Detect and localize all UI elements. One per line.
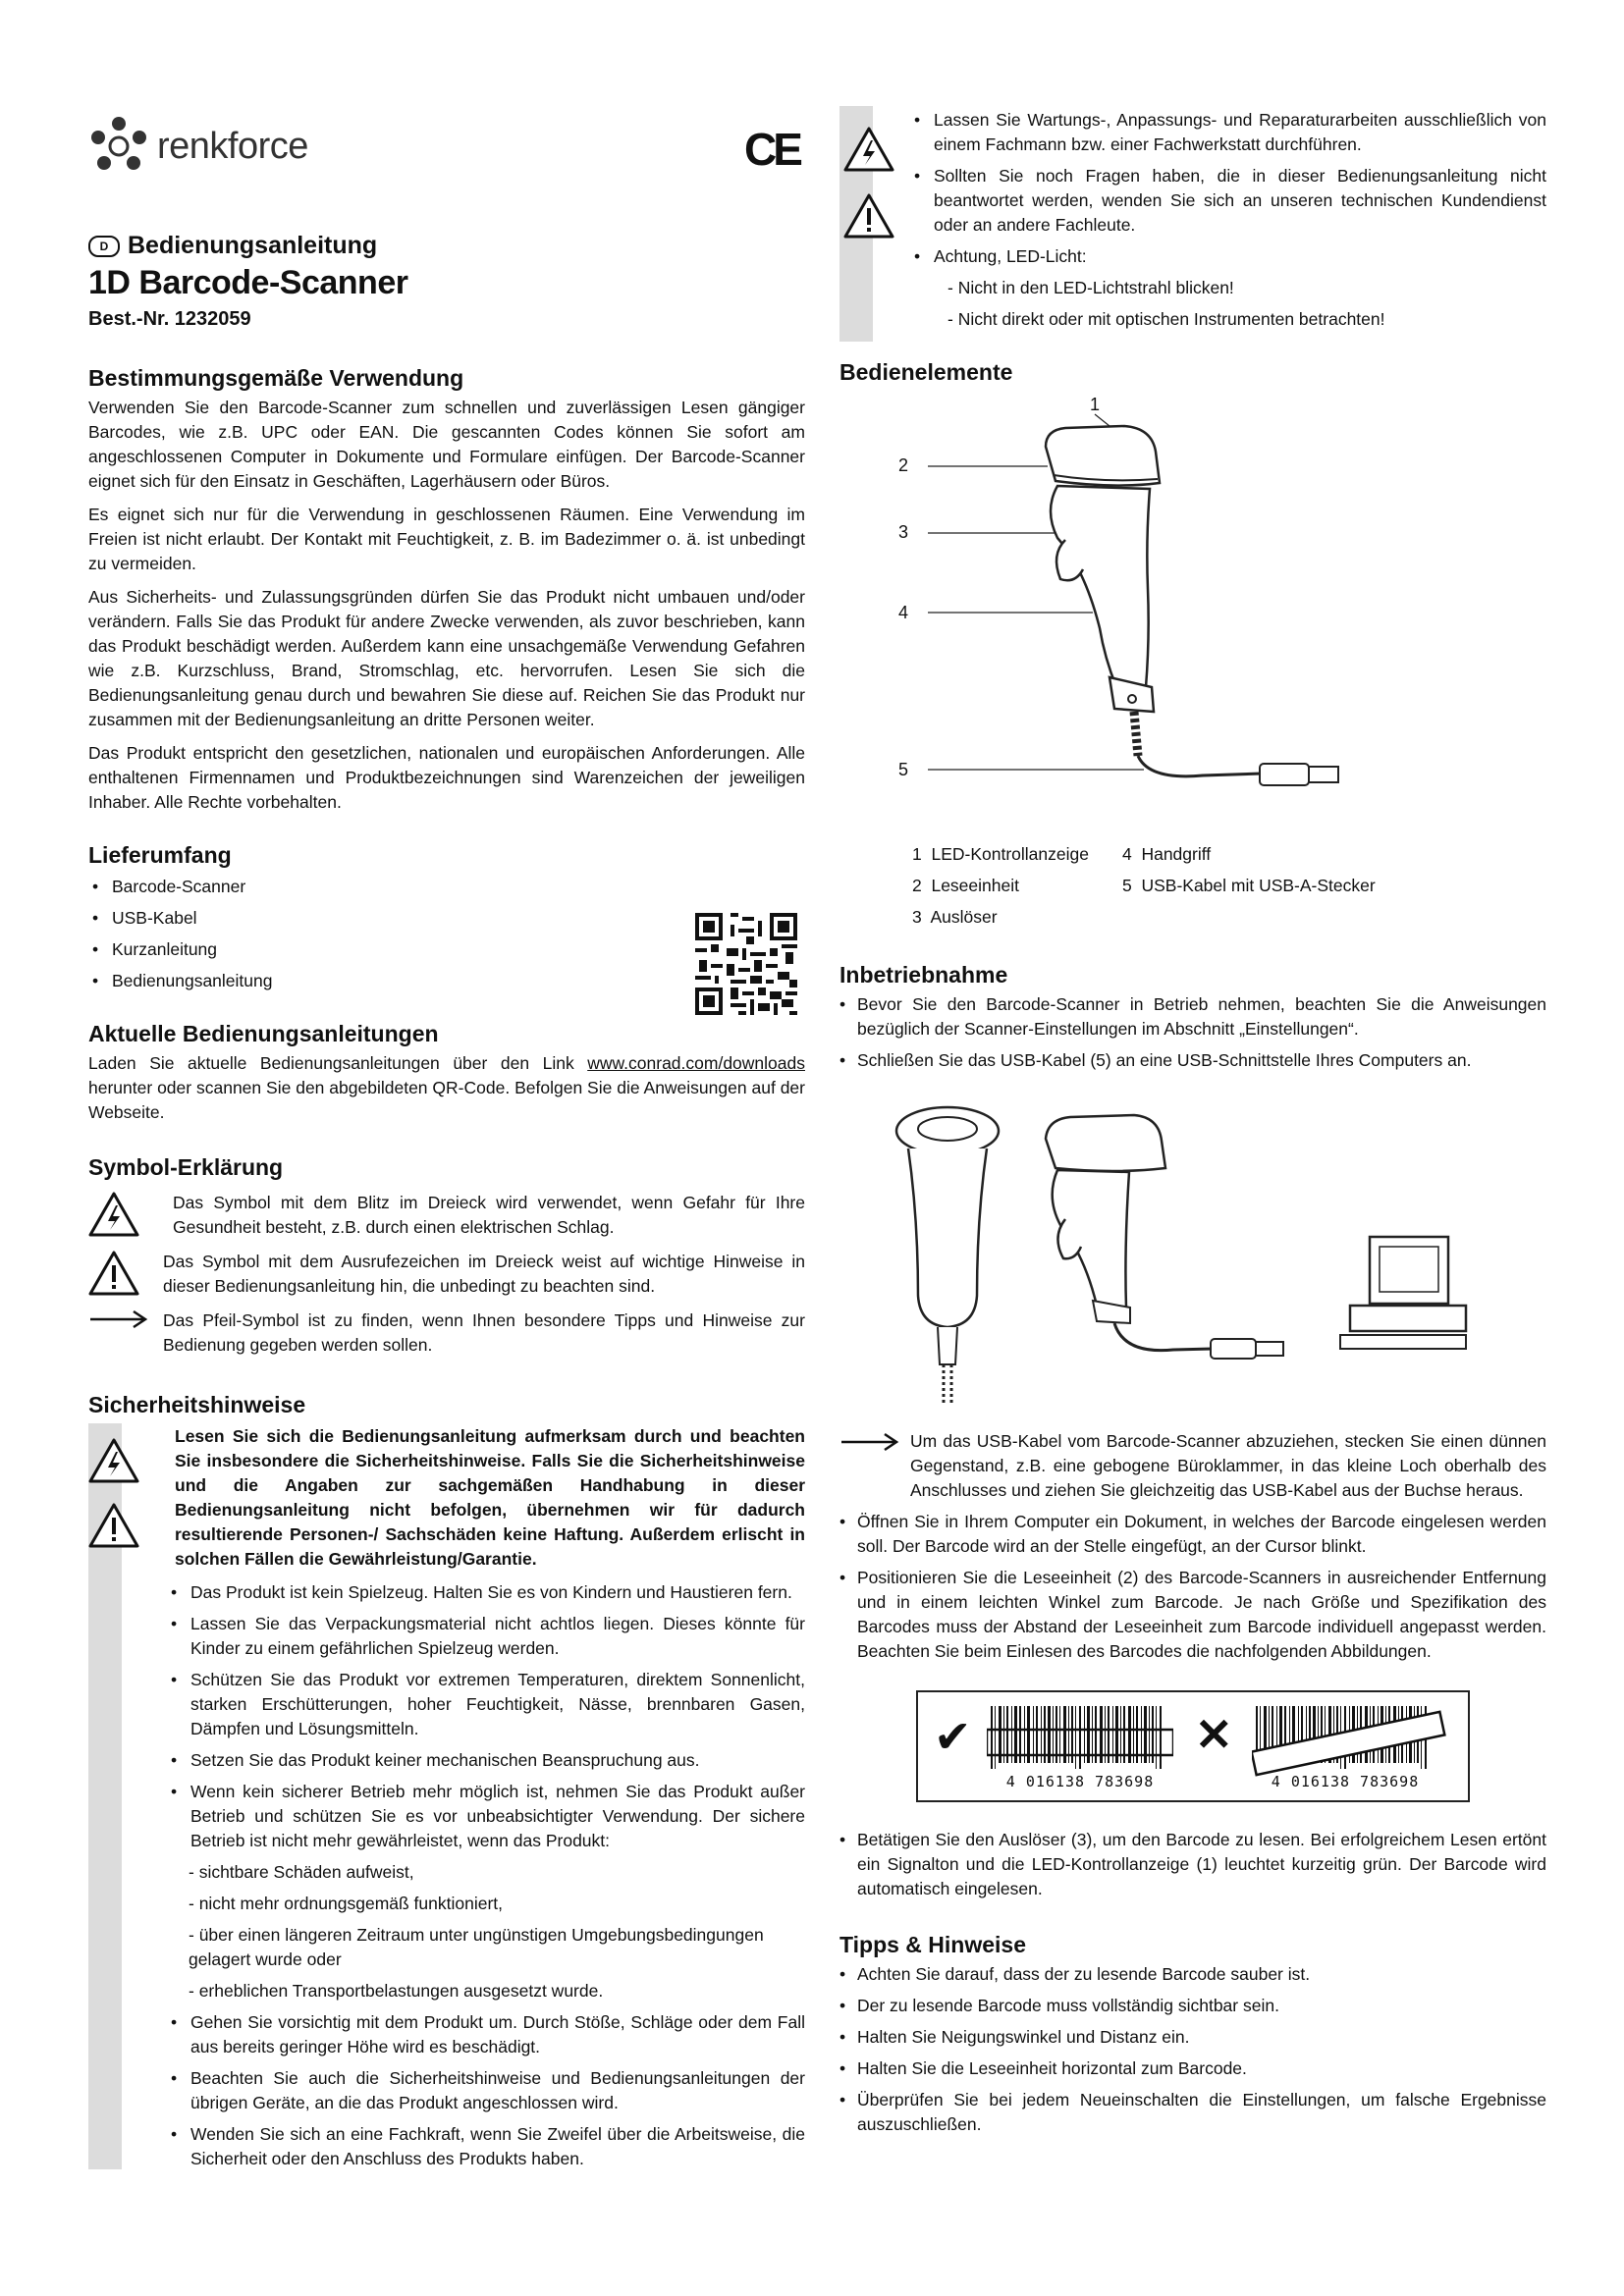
section-manuals — [88, 1021, 805, 1125]
renkforce-logo-icon — [88, 116, 149, 177]
symbols-heading: Symbol-Erklärung — [88, 1154, 284, 1180]
list-item: • Schließen Sie das USB-Kabel (5) an eine USB-Schnittstelle Ihres Computers an. — [839, 1048, 1546, 1073]
callout-3: 3 — [898, 522, 909, 542]
section-safety — [88, 1392, 805, 2178]
startup-section-b — [839, 1510, 1546, 1671]
exclamation-warning-icon — [843, 192, 894, 240]
list-item: • Lassen Sie Wartungs-, Anpassungs- und Reparaturarbeiten ausschließlich von einem Fachmann bzw. einer Fachwerkstatt durchführen. — [910, 108, 1546, 157]
tips-list — [839, 1962, 1546, 2137]
callout-4: 4 — [898, 603, 909, 622]
list-item: • Der zu lesende Barcode muss vollständig sichtbar sein. — [839, 1994, 1546, 2018]
controls-legend — [912, 838, 1376, 933]
safety-heading: Sicherheitshinweise — [88, 1392, 306, 1417]
tips-heading: Tipps & Hinweise — [839, 1932, 1027, 1957]
list-item: • Barcode-Scanner — [88, 875, 805, 899]
symbol-lightning-row — [88, 1191, 805, 1240]
callout-5: 5 — [898, 760, 909, 779]
section-safety-continued — [910, 108, 1546, 339]
safety-list-b — [167, 2010, 805, 2171]
startup-heading: Inbetriebnahme — [839, 962, 1008, 988]
order-number: Best.-Nr. 1232059 — [88, 308, 251, 330]
symbol-arrow-row — [88, 1308, 805, 1358]
list-item: • Bedienungsanleitung — [88, 969, 805, 993]
intended-use-heading: Bestimmungsgemäße Verwendung — [88, 365, 464, 391]
connection-illustration — [879, 1099, 1488, 1414]
list-item: • Achtung, LED-Licht: — [910, 244, 1546, 269]
startup-tip — [839, 1429, 1546, 1503]
startup-tip-text: Um das USB-Kabel vom Barcode-Scanner abzuziehen, stecken Sie einen dünnen Gegenstand, z.B. eine gebogene Büroklammer, in das kleine Loch oberhalb des Anschlusses und ziehen Sie gleichzeitig das USB-Kabel aus der Buchse heraus. — [910, 1431, 1546, 1500]
legend-item: 4 Handgriff — [1122, 844, 1212, 864]
list-item: • Gehen Sie vorsichtig mit dem Produkt um. Durch Stöße, Schläge oder dem Fall aus bereits geringer Höhe wird es beschädigt. — [167, 2010, 805, 2059]
exclamation-warning-icon — [88, 1502, 139, 1549]
list-item: • Lassen Sie das Verpackungsmaterial nicht achtlos liegen. Dieses könnte für Kinder zu einem gefährlichen Spielzeug werden. — [167, 1612, 805, 1661]
list-item: • Öffnen Sie in Ihrem Computer ein Dokument, in welches der Barcode eingelesen werden soll. Der Barcode wird an der Stelle eingefügt, an der Cursor blinkt. — [839, 1510, 1546, 1559]
section-symbols — [88, 1154, 805, 1367]
list-item: • Bevor Sie den Barcode-Scanner in Betrieb nehmen, beachten Sie die Anweisungen bezüglich der Scanner-Einstellungen im Abschnitt „Einstellungen“. — [839, 992, 1546, 1041]
startup-section-c — [839, 1828, 1546, 1908]
manuals-text-after: herunter oder scannen Sie den abgebildeten QR-Code. Befolgen Sie die Anweisungen auf der Webseite. — [88, 1078, 805, 1122]
downloads-link[interactable]: www.conrad.com/downloads — [587, 1053, 805, 1073]
section-intended-use — [88, 365, 805, 815]
doc-type: Bedienungsanleitung — [128, 232, 378, 259]
exclamation-warning-icon — [88, 1250, 139, 1297]
legend-item: 3 Auslöser — [912, 907, 998, 927]
intended-use-p4: Das Produkt entspricht den gesetzlichen, nationalen und europäischen Anforderungen. Alle enthaltenen Firmennamen und Produktbezeichnungen sind Warenzeichen der jeweiligen Inhaber. Alle Rechte vorbehalten. — [88, 743, 805, 812]
callout-2: 2 — [898, 455, 909, 475]
list-item: • Sollten Sie noch Fragen haben, die in dieser Bedienungsanleitung nicht beantwortet werden, wenden Sie sich an unseren technischen Kundendienst oder an andere Fachleute. — [910, 164, 1546, 238]
legend-item: 1 LED-Kontrollanzeige — [912, 844, 1089, 864]
manuals-text-before: Laden Sie aktuelle Bedienungsanleitungen über den Link — [88, 1053, 588, 1073]
scanner-diagram — [928, 393, 1340, 825]
check-icon: ✔ — [934, 1711, 972, 1762]
list-item: • Wenden Sie sich an eine Fachkraft, wenn Sie Zweifel über die Arbeitsweise, die Sicherheit oder den Anschluss des Produkts haben. — [167, 2122, 805, 2171]
arrow-tip-icon — [88, 1308, 149, 1330]
startup-list-c — [839, 1828, 1546, 1901]
delivery-heading: Lieferumfang — [88, 842, 232, 868]
arrow-tip-icon — [839, 1431, 900, 1453]
startup-list-a — [839, 992, 1546, 1073]
page-title: 1D Barcode-Scanner — [88, 264, 408, 301]
list-item: • Achten Sie darauf, dass der zu lesende Barcode sauber ist. — [839, 1962, 1546, 1987]
manuals-text — [88, 1051, 805, 1125]
barcode-bad-number: 4 016138 783698 — [1271, 1773, 1420, 1790]
section-startup — [839, 962, 1546, 1080]
callout-1: 1 — [1090, 395, 1101, 414]
list-item: • Halten Sie die Leseeinheit horizontal zum Barcode. — [839, 2056, 1546, 2081]
manuals-heading: Aktuelle Bedienungsanleitungen — [88, 1021, 439, 1046]
list-item: - sichtbare Schäden aufweist, — [189, 1862, 414, 1882]
section-tips — [839, 1932, 1546, 2144]
list-item: • Setzen Sie das Produkt keiner mechanischen Beanspruchung aus. — [167, 1748, 805, 1773]
legend-item: 2 Leseeinheit — [912, 876, 1019, 895]
safety-intro: Lesen Sie sich die Bedienungsanleitung aufmerksam durch und beachten Sie insbesondere die Sicherheitshinweise. Falls Sie die Sicherheitshinweise und die Angaben zur sachgemäßen Handhabung in dieser Bedienungsanleitung nicht befolgen, übernehmen wir für dadurch resultierende Personen-/ Sachschäden keine Haftung. Außerdem erlischt in solchen Fällen die Gewährleistung/Garantie. — [175, 1426, 805, 1569]
intended-use-p3: Aus Sicherheits- und Zulassungsgründen dürfen Sie das Produkt nicht umbauen und/oder verändern. Falls Sie das Produkt für andere Zwecke verwenden, als zuvor beschrieben, kann das Produkt beschädigt werden. Außerdem kann eine unsachgemäße Verwendung Gefahren wie z.B. Kurzschluss, Brand, Stromschlag, etc. hervorrufen. Lesen Sie sich die Bedienungsanleitung genau durch und bewahren Sie diese auf. Reichen Sie das Produkt nur zusammen mit der Bedienungsanleitung an dritte Personen weiter. — [88, 587, 805, 729]
brand-name: renkforce — [157, 125, 308, 167]
barcode-figure — [916, 1690, 1470, 1802]
list-item: • Schützen Sie das Produkt vor extremen Temperaturen, direktem Sonnenlicht, starken Erschütterungen, hoher Feuchtigkeit, Nässe, brennbaren Gasen, Dämpfen und Lösungsmitteln. — [167, 1668, 805, 1741]
startup-list-b — [839, 1510, 1546, 1664]
list-item: • Kurzanleitung — [88, 937, 805, 962]
controls-heading: Bedienelemente — [839, 359, 1013, 385]
list-item: • Das Produkt ist kein Spielzeug. Halten Sie es von Kindern und Haustieren fern. — [167, 1580, 805, 1605]
list-item: • Wenn kein sicherer Betrieb mehr möglich ist, nehmen Sie das Produkt außer Betrieb und schützen Sie es vor unbeabsichtigter Verwendung. Der sichere Betrieb ist nicht mehr gewährleistet, wenn das Produkt: — [167, 1780, 805, 1853]
barcode-good-number: 4 016138 783698 — [1005, 1773, 1155, 1790]
list-item: • Betätigen Sie den Auslöser (3), um den Barcode zu lesen. Bei erfolgreichem Lesen ertönt ein Signalton und die LED-Kontrollanzeige (1) leuchtet kurzeitig grün. Der Barcode wird automatisch eingelesen. — [839, 1828, 1546, 1901]
list-item: • Positionieren Sie die Leseeinheit (2) des Barcode-Scanners in ausreichender Entfernung und in einem leichten Winkel zum Barcode. Je nach Größe und Spezifikation des Barcodes muss der Abstand der Leseeinheit zum Barcode individuell angepasst werden. Beachten Sie beim Einlesen des Barcodes die nachfolgenden Abbildungen. — [839, 1566, 1546, 1664]
list-item: • USB-Kabel — [88, 906, 805, 931]
lightning-warning-icon — [843, 126, 894, 173]
intended-use-p2: Es eignet sich nur für die Verwendung in geschlossenen Räumen. Eine Verwendung im Freien ist nicht erlaubt. Der Kontakt mit Feuchtigkeit, z. B. im Badezimmer o. ä. ist unbedingt zu vermeiden. — [88, 505, 805, 573]
list-item: • Halten Sie Neigungswinkel und Distanz ein. — [839, 2025, 1546, 2050]
safety-list-a — [167, 1580, 805, 1853]
list-item: - Nicht direkt oder mit optischen Instrumenten betrachten! — [947, 309, 1385, 329]
lightning-warning-icon — [88, 1437, 139, 1484]
qr-code[interactable] — [695, 913, 797, 1015]
symbol-arrow-text: Das Pfeil-Symbol ist zu finden, wenn Ihnen besondere Tipps und Hinweise zur Bedienung gegeben werden sollen. — [163, 1310, 805, 1355]
symbol-exclamation-text: Das Symbol mit dem Ausrufezeichen im Dreieck weist auf wichtige Hinweise in dieser Bedienungsanleitung hin, die unbedingt zu beachten sind. — [163, 1252, 805, 1296]
list-item: - über einen längeren Zeitraum unter ungünstigen Umgebungsbedingungen gelagert wurde oder — [189, 1925, 764, 1969]
legend-item: 5 USB-Kabel mit USB-A-Stecker — [1122, 876, 1376, 895]
brand-logo — [88, 116, 308, 177]
symbol-exclamation-row — [88, 1250, 805, 1299]
language-d-icon: D — [88, 236, 120, 257]
list-item: • Überprüfen Sie bei jedem Neueinschalten die Einstellungen, um falsche Ergebnisse auszuschließen. — [839, 2088, 1546, 2137]
safety-sub-list — [167, 1860, 805, 2003]
symbol-lightning-text: Das Symbol mit dem Blitz im Dreieck wird verwendet, wenn Gefahr für Ihre Gesundheit besteht, z.B. durch einen elektrischen Schlag. — [173, 1193, 805, 1237]
ce-mark: CE — [744, 124, 799, 175]
list-item: • Beachten Sie auch die Sicherheitshinweise und Bedienungsanleitungen der übrigen Geräte, an die das Produkt angeschlossen wird. — [167, 2066, 805, 2115]
safety-list-c — [910, 108, 1546, 269]
cross-icon: ✕ — [1195, 1709, 1233, 1760]
led-warning-list — [910, 276, 1546, 332]
list-item: - erheblichen Transportbelastungen ausgesetzt wurde. — [189, 1981, 604, 2001]
list-item: - Nicht in den LED-Lichtstrahl blicken! — [947, 278, 1234, 297]
intended-use-p1: Verwenden Sie den Barcode-Scanner zum schnellen und zuverlässigen Lesen gängiger Barcodes, wie z.B. UPC oder EAN. Die gescannten Codes können Sie sofort am angeschlossenen Computer in Dokumente und Formulare einfügen. Der Barcode-Scanner eignet sich für den Einsatz in Geschäften, Lagerhäusern oder Büros. — [88, 398, 805, 491]
list-item: - nicht mehr ordnungsgemäß funktioniert, — [189, 1894, 504, 1913]
lightning-warning-icon — [88, 1191, 139, 1238]
